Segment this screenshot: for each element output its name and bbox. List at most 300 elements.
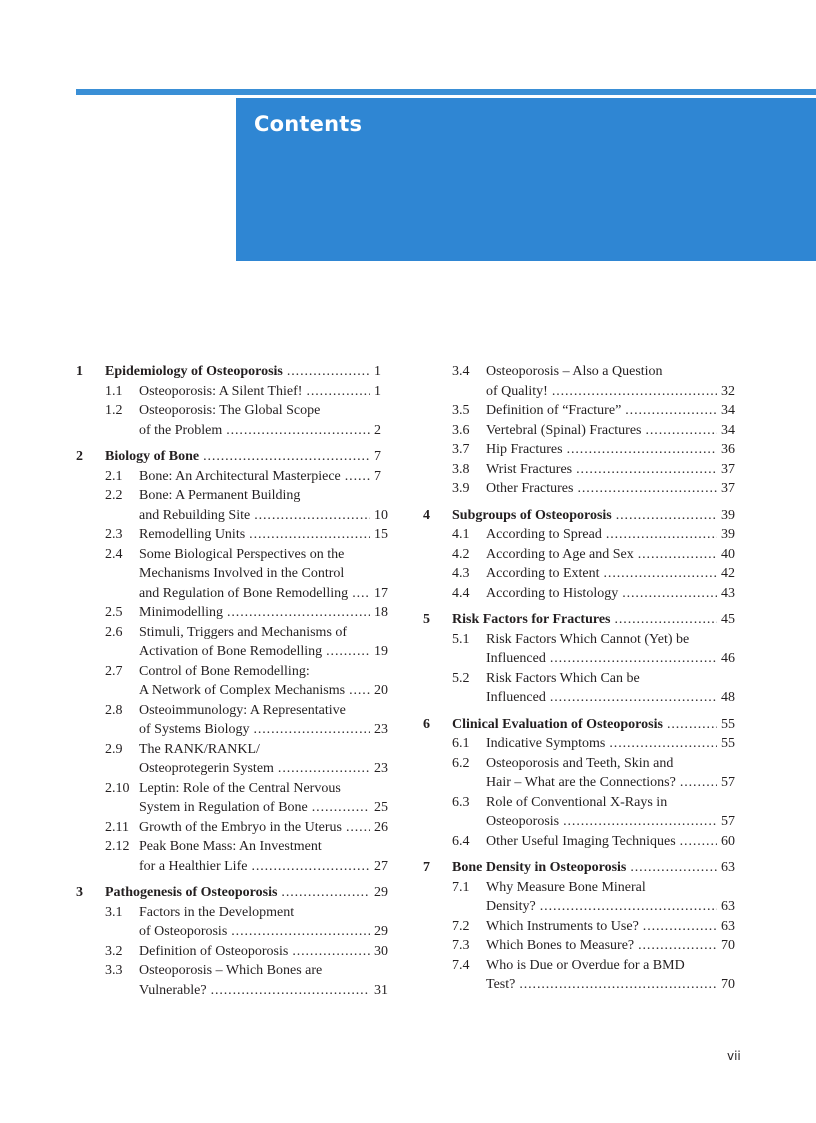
toc-line [76, 401, 396, 421]
entry-number: 7.4 [452, 957, 470, 973]
toc-line [76, 623, 396, 643]
toc-line [423, 421, 743, 441]
toc-line [76, 922, 396, 942]
leader-dots [577, 479, 717, 499]
leader-dots [345, 467, 370, 487]
toc-line [423, 715, 743, 735]
toc-line [76, 961, 396, 981]
toc-line [423, 773, 743, 793]
toc-line [76, 720, 396, 740]
toc-section[interactable] [423, 440, 743, 460]
entry-number: 2.6 [105, 624, 123, 640]
entry-page: 34 [721, 403, 735, 418]
entry-number: 4.4 [452, 585, 470, 601]
toc-line [423, 564, 743, 584]
page-number: vii [727, 1049, 741, 1063]
leader-dots [615, 610, 718, 630]
leader-dots [606, 525, 717, 545]
entry-page: 60 [721, 833, 735, 849]
entry-title: Which Bones to Measure? [486, 938, 635, 953]
entry-title: According to Extent [486, 566, 600, 581]
toc-section[interactable] [423, 754, 743, 793]
toc-section[interactable] [423, 525, 743, 545]
entry-title: Activation of Bone Remodelling [139, 644, 323, 659]
entry-page: 20 [374, 683, 388, 698]
toc-line [76, 525, 396, 545]
entry-page: 43 [721, 585, 735, 601]
toc-column-left [76, 362, 396, 1000]
entry-number: 2 [76, 449, 83, 464]
toc-line [76, 564, 396, 584]
entry-page: 40 [721, 546, 735, 562]
leader-dots [211, 981, 370, 1001]
toc-section[interactable] [423, 545, 743, 565]
entry-title: Definition of Osteoporosis [139, 943, 289, 959]
toc-column-right [423, 362, 743, 995]
toc-line [423, 610, 743, 630]
leader-dots [312, 798, 370, 818]
entry-page: 37 [721, 481, 735, 496]
toc-section[interactable] [76, 662, 396, 701]
entry-page: 31 [374, 982, 388, 998]
toc-line [76, 486, 396, 506]
entry-number: 4.1 [452, 527, 470, 542]
entry-page: 36 [721, 442, 735, 457]
entry-title: Vulnerable? [139, 982, 207, 998]
entry-page: 19 [374, 644, 388, 659]
entry-page: 26 [374, 819, 388, 835]
entry-title: and Regulation of Bone Remodelling [139, 585, 349, 601]
toc-chapter[interactable] [423, 610, 743, 630]
entry-number: 4.3 [452, 566, 470, 581]
toc-line [76, 506, 396, 526]
entry-title: Osteoporosis – Which Bones are [139, 963, 323, 978]
entry-number: 2.10 [105, 780, 130, 796]
entry-title: Remodelling Units [139, 527, 246, 542]
toc-line [76, 362, 396, 382]
toc-section[interactable] [76, 740, 396, 779]
entry-title: Minimodelling [139, 605, 223, 620]
entry-page: 29 [374, 924, 388, 939]
toc-line [423, 975, 743, 995]
entry-page: 34 [721, 422, 735, 438]
entry-page: 2 [374, 422, 381, 438]
leader-dots [226, 421, 370, 441]
toc-section[interactable] [76, 467, 396, 487]
entry-title: of the Problem [139, 422, 223, 438]
entry-title: Peak Bone Mass: An Investment [139, 839, 322, 854]
toc-line [423, 812, 743, 832]
toc-section[interactable] [423, 584, 743, 604]
entry-title: Hair – What are the Connections? [486, 775, 676, 790]
entry-page: 29 [374, 885, 388, 900]
entry-number: 4.2 [452, 546, 470, 562]
entry-page: 32 [721, 383, 735, 399]
entry-number: 1.2 [105, 403, 123, 418]
entry-title: Why Measure Bone Mineral [486, 879, 646, 895]
toc-line [423, 584, 743, 604]
entry-title: Indicative Symptoms [486, 736, 606, 751]
entry-number: 2.8 [105, 702, 123, 718]
toc-line [76, 837, 396, 857]
entry-title: Epidemiology of Osteoporosis [105, 364, 283, 379]
entry-title: Osteoporosis [486, 814, 560, 829]
entry-title: Wrist Fractures [486, 461, 573, 477]
entry-number: 1 [76, 364, 83, 379]
toc-line [423, 897, 743, 917]
leader-dots [643, 917, 717, 937]
entry-title: Hip Fractures [486, 442, 563, 457]
toc-line [423, 956, 743, 976]
leader-dots [638, 545, 717, 565]
leader-dots [203, 447, 370, 467]
entry-title: Stimuli, Triggers and Mechanisms of [139, 624, 348, 640]
toc-section[interactable] [423, 917, 743, 937]
toc-line [76, 642, 396, 662]
entry-title: According to Age and Sex [486, 546, 634, 562]
entry-title: Bone Density in Osteoporosis [452, 860, 627, 875]
toc-line [423, 917, 743, 937]
toc-line [76, 857, 396, 877]
toc-line [423, 734, 743, 754]
toc-line [76, 981, 396, 1001]
entry-page: 25 [374, 800, 388, 815]
toc-line [423, 401, 743, 421]
entry-number: 2.3 [105, 527, 123, 542]
toc-line [423, 545, 743, 565]
leader-dots [576, 460, 717, 480]
toc-line [423, 382, 743, 402]
leader-dots [680, 832, 717, 852]
entry-title: Other Useful Imaging Techniques [486, 833, 676, 849]
leader-dots [278, 759, 370, 779]
entry-page: 55 [721, 716, 735, 732]
toc-line [423, 362, 743, 382]
leader-dots [540, 897, 717, 917]
entry-page: 39 [721, 527, 735, 542]
toc-section[interactable] [76, 486, 396, 525]
toc-line [76, 818, 396, 838]
contents-header [236, 98, 816, 261]
entry-number: 5.2 [452, 670, 470, 686]
entry-number: 6.3 [452, 794, 470, 810]
entry-page: 55 [721, 736, 735, 751]
leader-dots [292, 942, 370, 962]
leader-dots [680, 773, 717, 793]
leader-dots [567, 440, 717, 460]
entry-title: Other Fractures [486, 481, 574, 496]
entry-title: System in Regulation of Bone [139, 800, 308, 815]
leader-dots [254, 506, 370, 526]
entry-number: 2.11 [105, 819, 129, 835]
toc-line [423, 506, 743, 526]
leader-dots [253, 720, 370, 740]
toc-section[interactable] [423, 956, 743, 995]
entry-page: 70 [721, 977, 735, 992]
toc-line [76, 467, 396, 487]
leader-dots [287, 362, 370, 382]
toc-line [423, 858, 743, 878]
toc-section[interactable] [76, 525, 396, 545]
entry-page: 10 [374, 507, 388, 523]
entry-title: Osteoimmunology: A Representative [139, 702, 346, 718]
entry-number: 5.1 [452, 631, 470, 647]
toc-section[interactable] [76, 837, 396, 876]
entry-page: 15 [374, 527, 388, 542]
toc-chapter[interactable] [76, 447, 396, 467]
entry-page: 63 [721, 918, 735, 934]
entry-number: 6.1 [452, 736, 470, 751]
toc-section[interactable] [423, 878, 743, 917]
entry-number: 2.12 [105, 839, 130, 854]
leader-dots [326, 642, 370, 662]
entry-number: 4 [423, 507, 430, 523]
toc-line [76, 681, 396, 701]
toc-line [423, 793, 743, 813]
entry-number: 2.9 [105, 741, 123, 757]
toc-line [76, 942, 396, 962]
entry-number: 3.4 [452, 364, 470, 379]
toc-section[interactable] [423, 669, 743, 708]
toc-section[interactable] [76, 818, 396, 838]
leader-dots [604, 564, 717, 584]
entry-page: 1 [374, 383, 381, 399]
leader-dots [346, 818, 370, 838]
toc-section[interactable] [76, 382, 396, 402]
entry-title: Bone: A Permanent Building [139, 488, 301, 503]
entry-page: 57 [721, 814, 735, 829]
leader-dots [281, 883, 370, 903]
entry-title: Which Instruments to Use? [486, 918, 639, 934]
entry-number: 3.2 [105, 943, 123, 959]
toc-section[interactable] [76, 401, 396, 440]
entry-page: 39 [721, 507, 735, 523]
toc-line [76, 759, 396, 779]
toc-section[interactable] [423, 793, 743, 832]
toc-line [423, 688, 743, 708]
leader-dots [646, 421, 718, 441]
toc-line [76, 740, 396, 760]
toc-line [76, 798, 396, 818]
toc-section[interactable] [76, 779, 396, 818]
entry-number: 2.1 [105, 468, 123, 484]
toc-line [423, 936, 743, 956]
toc-line [423, 878, 743, 898]
entry-title: According to Histology [486, 585, 619, 601]
entry-title: Mechanisms Involved in the Control [139, 566, 345, 581]
toc-section[interactable] [423, 630, 743, 669]
entry-number: 3.7 [452, 442, 470, 457]
toc-chapter[interactable] [76, 883, 396, 903]
toc-section[interactable] [423, 460, 743, 480]
entry-title: and Rebuilding Site [139, 507, 251, 523]
entry-title: Influenced [486, 690, 546, 705]
entry-number: 2.7 [105, 663, 123, 679]
entry-number: 1.1 [105, 383, 123, 399]
entry-title: Osteoporosis – Also a Question [486, 364, 663, 379]
leader-dots [349, 681, 370, 701]
toc-line [423, 832, 743, 852]
entry-number: 3.5 [452, 403, 470, 418]
entry-title: Pathogenesis of Osteoporosis [105, 885, 278, 900]
leader-dots [550, 649, 717, 669]
entry-title: Test? [486, 977, 516, 992]
entry-title: Who is Due or Overdue for a BMD [486, 957, 685, 973]
entry-page: 27 [374, 858, 388, 874]
entry-number: 6.4 [452, 833, 470, 849]
toc-section[interactable] [423, 936, 743, 956]
entry-title: Osteoporosis: A Silent Thief! [139, 383, 303, 399]
entry-title: The RANK/RANKL/ [139, 741, 260, 757]
toc-line [76, 603, 396, 623]
entry-title: Leptin: Role of the Central Nervous [139, 780, 341, 796]
toc-chapter[interactable] [76, 362, 396, 382]
toc-section[interactable] [423, 832, 743, 852]
entry-title: Some Biological Perspectives on the [139, 546, 345, 562]
entry-title: Control of Bone Remodelling: [139, 663, 310, 679]
toc-line [423, 479, 743, 499]
entry-title: Risk Factors Which Can be [486, 670, 640, 686]
entry-page: 63 [721, 899, 735, 914]
entry-title: Risk Factors for Fractures [452, 612, 611, 627]
entry-page: 63 [721, 860, 735, 875]
toc-line [76, 421, 396, 441]
leader-dots [352, 584, 370, 604]
entry-page: 1 [374, 364, 381, 379]
entry-title: Influenced [486, 651, 546, 666]
toc-line [423, 754, 743, 774]
entry-page: 46 [721, 651, 735, 666]
toc-section[interactable] [76, 701, 396, 740]
toc-line [423, 525, 743, 545]
entry-number: 7 [423, 860, 430, 875]
toc-section[interactable] [423, 401, 743, 421]
entry-title: Osteoporosis and Teeth, Skin and [486, 755, 674, 771]
leader-dots [622, 584, 717, 604]
toc-section[interactable] [423, 564, 743, 584]
toc-chapter[interactable] [423, 715, 743, 735]
entry-title: of Quality! [486, 383, 548, 399]
toc-line [423, 649, 743, 669]
leader-dots [552, 382, 717, 402]
entry-title: Osteoprotegerin System [139, 761, 274, 776]
entry-number: 7.2 [452, 918, 470, 934]
toc-line [76, 701, 396, 721]
entry-number: 6.2 [452, 755, 470, 771]
entry-title: Density? [486, 899, 536, 914]
entry-title: for a Healthier Life [139, 858, 248, 874]
entry-title: Bone: An Architectural Masterpiece [139, 468, 341, 484]
entry-title: Clinical Evaluation of Osteoporosis [452, 716, 663, 732]
entry-number: 5 [423, 612, 430, 627]
leader-dots [563, 812, 717, 832]
toc-section[interactable] [76, 623, 396, 662]
entry-number: 2.2 [105, 488, 123, 503]
entry-title: Definition of “Fracture” [486, 403, 622, 418]
leader-dots [251, 857, 370, 877]
leader-dots [638, 936, 717, 956]
leader-dots [249, 525, 370, 545]
leader-dots [667, 715, 717, 735]
toc-section[interactable] [423, 421, 743, 441]
leader-dots [519, 975, 717, 995]
toc-section[interactable] [423, 479, 743, 499]
entry-number: 7.3 [452, 938, 470, 953]
toc-section[interactable] [76, 942, 396, 962]
entry-title: Biology of Bone [105, 449, 200, 464]
entry-title: Osteoporosis: The Global Scope [139, 403, 321, 418]
entry-number: 6 [423, 716, 430, 732]
entry-number: 3.9 [452, 481, 470, 496]
entry-title: Factors in the Development [139, 904, 295, 920]
entry-page: 23 [374, 722, 388, 737]
entry-page: 30 [374, 943, 388, 959]
entry-page: 7 [374, 449, 381, 464]
entry-title: Vertebral (Spinal) Fractures [486, 422, 642, 438]
entry-page: 18 [374, 605, 388, 620]
toc-section[interactable] [76, 545, 396, 604]
entry-page: 42 [721, 566, 735, 581]
entry-page: 37 [721, 461, 735, 477]
entry-page: 23 [374, 761, 388, 776]
toc-line [76, 545, 396, 565]
leader-dots [630, 858, 717, 878]
header-rule [76, 89, 816, 95]
leader-dots [231, 922, 370, 942]
entry-title: of Systems Biology [139, 722, 250, 737]
toc-line [76, 584, 396, 604]
entry-number: 2.4 [105, 546, 123, 562]
entry-number: 7.1 [452, 879, 470, 895]
toc-section[interactable] [423, 734, 743, 754]
entry-title: A Network of Complex Mechanisms [139, 683, 346, 698]
toc-line [423, 630, 743, 650]
entry-number: 3.3 [105, 963, 123, 978]
toc-line [76, 447, 396, 467]
toc-line [423, 669, 743, 689]
leader-dots [306, 382, 370, 402]
entry-page: 17 [374, 585, 388, 601]
entry-title: Growth of the Embryo in the Uterus [139, 819, 342, 835]
entry-page: 57 [721, 775, 735, 790]
leader-dots [609, 734, 717, 754]
toc-section[interactable] [423, 362, 743, 401]
entry-number: 3.1 [105, 904, 123, 920]
entry-page: 7 [374, 468, 381, 484]
page-title: Contents [254, 112, 363, 136]
entry-number: 2.5 [105, 605, 123, 620]
leader-dots [625, 401, 717, 421]
toc-chapter[interactable] [423, 858, 743, 878]
toc-section[interactable] [76, 961, 396, 1000]
entry-page: 45 [721, 612, 735, 627]
toc-line [76, 662, 396, 682]
leader-dots [550, 688, 717, 708]
toc-chapter[interactable] [423, 506, 743, 526]
leader-dots [227, 603, 370, 623]
entry-title: Subgroups of Osteoporosis [452, 507, 612, 523]
leader-dots [616, 506, 717, 526]
toc-section[interactable] [76, 903, 396, 942]
toc-line [423, 440, 743, 460]
entry-number: 3 [76, 885, 83, 900]
toc-section[interactable] [76, 603, 396, 623]
entry-number: 3.6 [452, 422, 470, 438]
toc-line [423, 460, 743, 480]
toc-line [76, 883, 396, 903]
entry-title: Risk Factors Which Cannot (Yet) be [486, 631, 690, 647]
toc-line [76, 779, 396, 799]
